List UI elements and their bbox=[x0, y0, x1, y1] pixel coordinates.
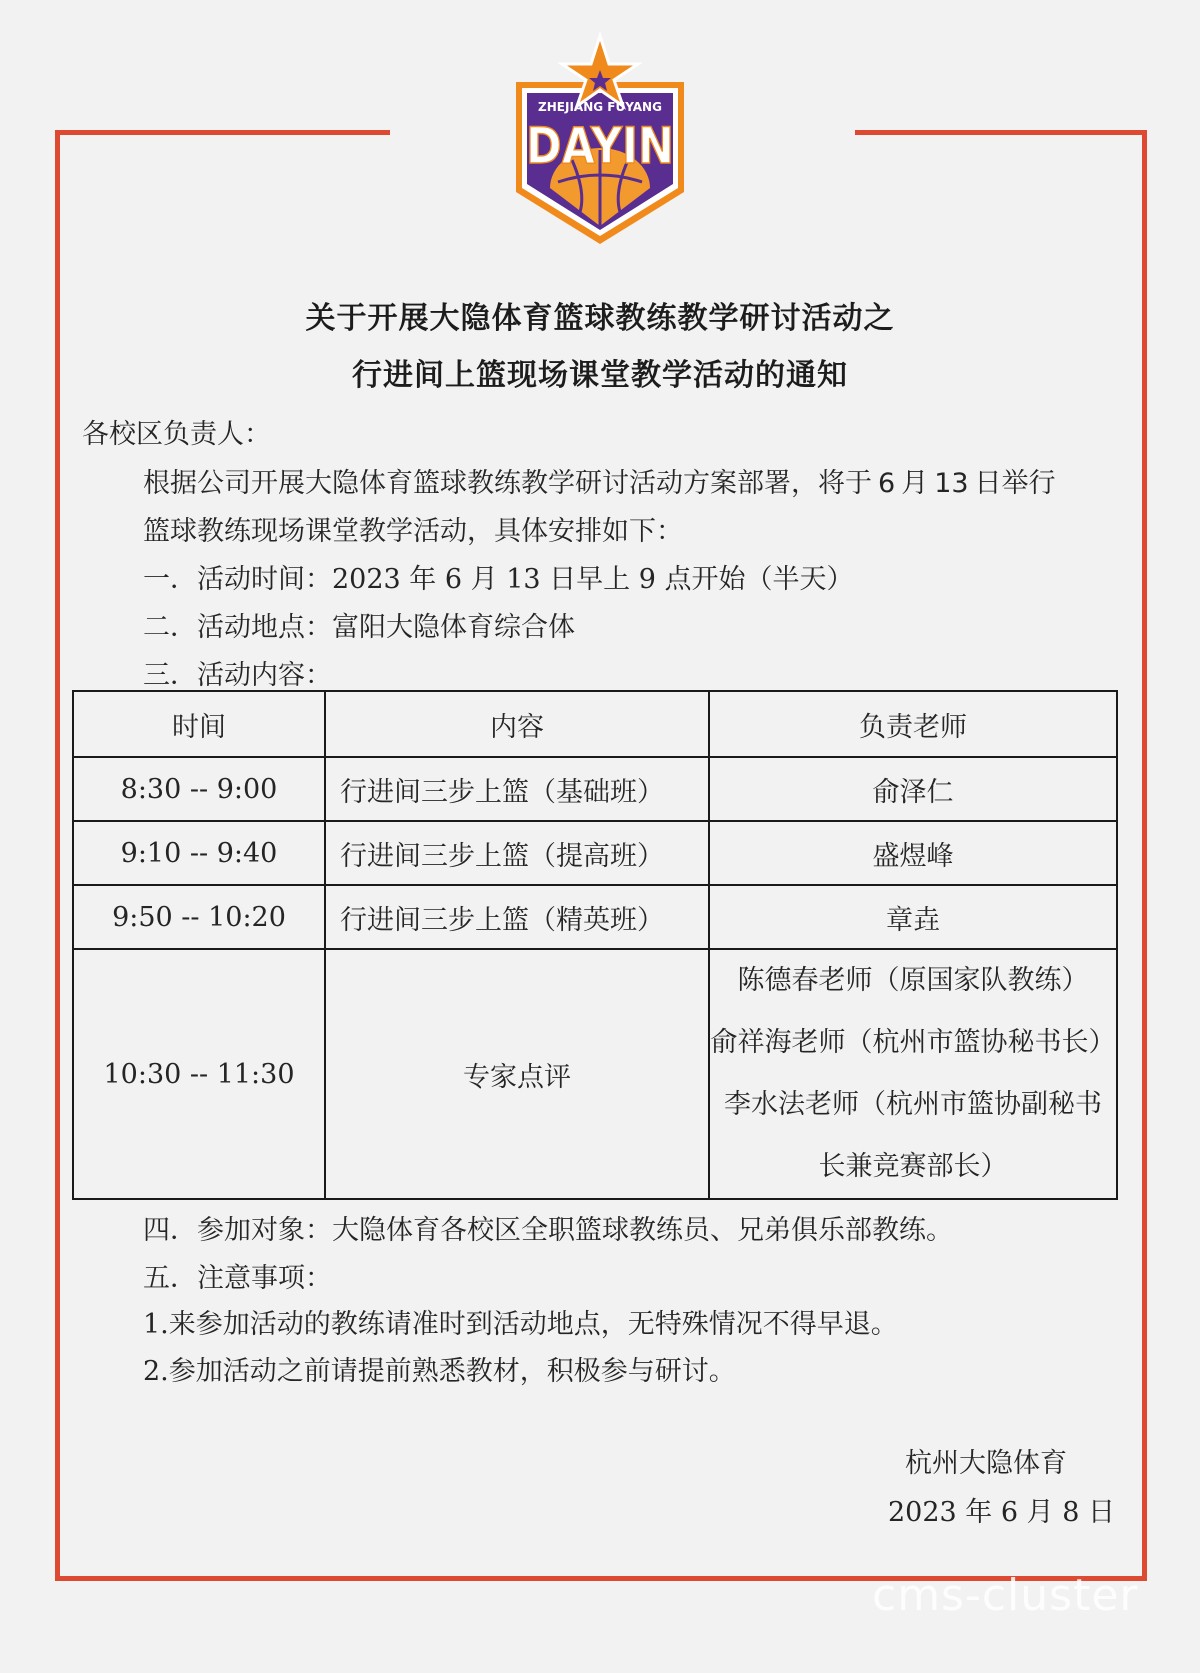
intro-line1 bbox=[143, 461, 1056, 500]
row-teacher: 章垚 bbox=[709, 885, 1117, 949]
participants: 四．参加对象：大隐体育各校区全职篮球教练员、兄弟俱乐部教练。 bbox=[143, 1215, 953, 1246]
expert-teachers bbox=[709, 949, 1117, 1199]
signature-date: 2023 年 6 月 8 日 bbox=[888, 1497, 1115, 1528]
row-time: 9:10 -- 9:40 bbox=[73, 821, 325, 885]
notes-heading: 五．注意事项： bbox=[143, 1263, 332, 1294]
item-content: 三．活动内容： bbox=[143, 660, 332, 691]
frame-left bbox=[55, 130, 60, 1581]
intro-month: 6 bbox=[878, 468, 896, 499]
expert-teacher-3-cont: 长兼竞赛部长） bbox=[818, 1151, 1008, 1182]
row-content: 行进间三步上篮（精英班） bbox=[325, 885, 709, 949]
logo-top-text: ZHEJIANG FUYANG bbox=[538, 100, 662, 114]
table-row bbox=[73, 821, 1117, 885]
expert-teacher-2: 俞祥海老师（杭州市篮协秘书长） bbox=[710, 1027, 1116, 1058]
frame-top-right bbox=[855, 130, 1147, 135]
expert-content: 专家点评 bbox=[325, 949, 709, 1199]
header-teacher: 负责老师 bbox=[709, 691, 1117, 757]
note-item-2: 2.参加活动之前请提前熟悉教材，积极参与研讨。 bbox=[143, 1356, 736, 1387]
table-header-row bbox=[73, 691, 1117, 757]
notice-title-line2: 行进间上篮现场课堂教学活动的通知 bbox=[352, 358, 848, 393]
schedule-table bbox=[72, 690, 1118, 1200]
expert-time: 10:30 -- 11:30 bbox=[73, 949, 325, 1199]
intro-text-c: 日举行 bbox=[974, 468, 1056, 499]
signature-org: 杭州大隐体育 bbox=[905, 1448, 1067, 1479]
row-content: 行进间三步上篮（提高班） bbox=[325, 821, 709, 885]
intro-text-a: 根据公司开展大隐体育篮球教练教学研讨活动方案部署，将于 bbox=[143, 468, 872, 499]
logo-main-text: DAYIN bbox=[526, 117, 674, 175]
intro-text-b: 月 bbox=[901, 468, 929, 499]
note-item-1: 1.来参加活动的教练请准时到活动地点，无特殊情况不得早退。 bbox=[143, 1309, 898, 1340]
row-time: 8:30 -- 9:00 bbox=[73, 757, 325, 821]
expert-teacher-1: 陈德春老师（原国家队教练） bbox=[737, 965, 1089, 996]
salutation: 各校区负责人： bbox=[82, 419, 271, 450]
table-row bbox=[73, 757, 1117, 821]
row-teacher: 俞泽仁 bbox=[709, 757, 1117, 821]
expert-teacher-3: 李水法老师（杭州市篮协副秘书 bbox=[724, 1089, 1102, 1120]
intro-day: 13 bbox=[934, 468, 969, 499]
row-teacher: 盛煜峰 bbox=[709, 821, 1117, 885]
item-time: 一．活动时间：2023 年 6 月 13 日早上 9 点开始（半天） bbox=[143, 564, 854, 595]
frame-top-left bbox=[55, 130, 390, 135]
item-place: 二．活动地点：富阳大隐体育综合体 bbox=[143, 612, 575, 643]
watermark: cms-cluster bbox=[872, 1570, 1139, 1621]
header-content: 内容 bbox=[325, 691, 709, 757]
row-time: 9:50 -- 10:20 bbox=[73, 885, 325, 949]
dayin-logo-icon bbox=[510, 32, 690, 250]
frame-right bbox=[1142, 130, 1147, 1581]
row-content: 行进间三步上篮（基础班） bbox=[325, 757, 709, 821]
table-row-expert bbox=[73, 949, 1117, 1199]
table-row bbox=[73, 885, 1117, 949]
intro-line2: 篮球教练现场课堂教学活动，具体安排如下： bbox=[143, 516, 683, 547]
notice-title-line1: 关于开展大隐体育篮球教练教学研讨活动之 bbox=[305, 301, 895, 336]
header-time: 时间 bbox=[73, 691, 325, 757]
